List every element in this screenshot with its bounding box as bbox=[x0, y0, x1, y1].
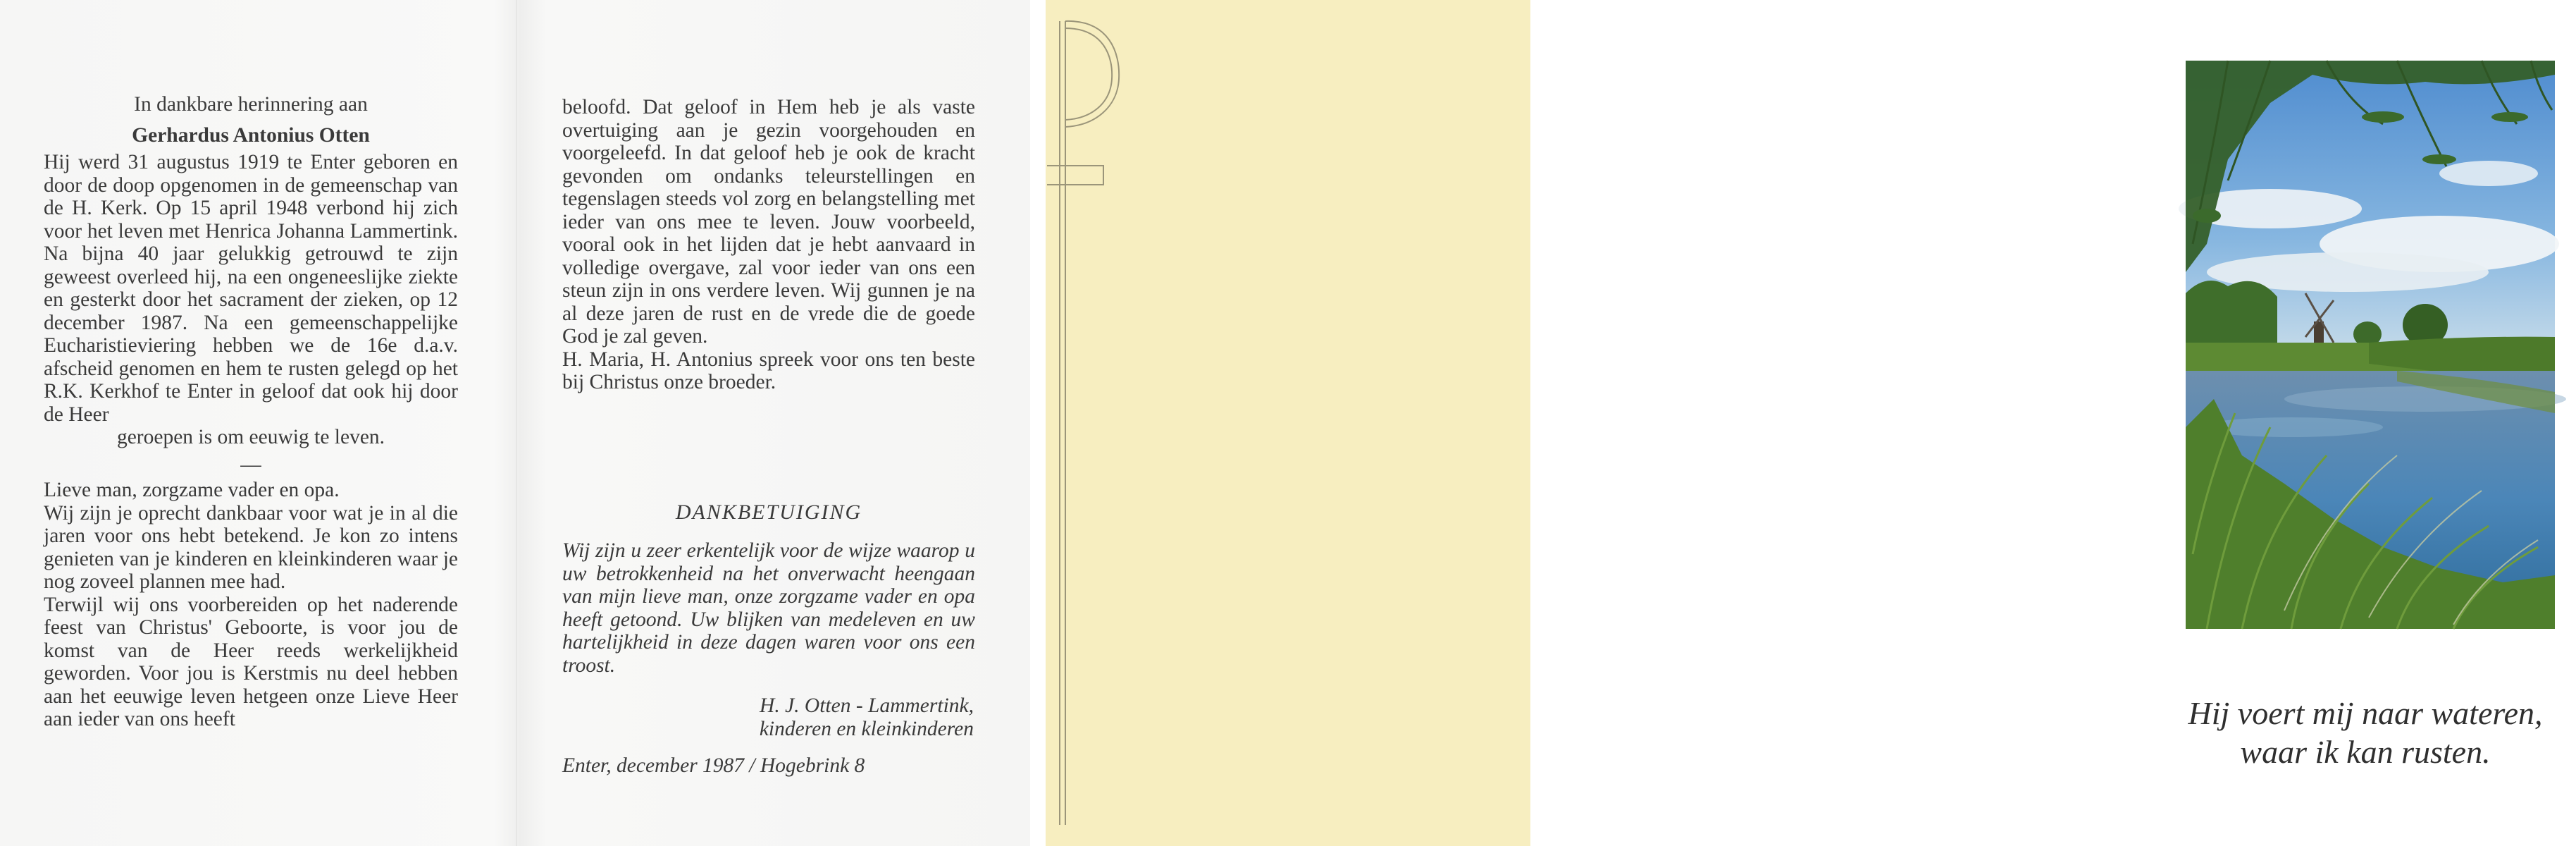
card-gap bbox=[1030, 0, 1046, 846]
gratitude-paragraph: Wij zijn je oprecht dankbaar voor wat je in al die jaren voor ons hebt betekend. Je kon zo intens genieten van je kinderen en kleinkinderen waar je nog zoveel plannen mee had. bbox=[44, 501, 458, 593]
deceased-name: Gerhardus Antonius Otten bbox=[132, 123, 370, 147]
verse-line-1: Hij voert mij naar wateren, bbox=[2188, 695, 2543, 731]
memorial-heading: In dankbare herinnering aan bbox=[134, 93, 368, 116]
prayer-text: H. Maria, H. Antonius spreek voor ons ten beste bij Christus onze broeder. bbox=[562, 348, 975, 393]
memorial-card-front bbox=[1046, 0, 2543, 846]
biography-closing-line: geroepen is om eeuwig te leven. bbox=[116, 426, 385, 448]
thanks-text: Wij zijn u zeer erkentelijk voor de wijze waarop u uw betrokkenheid na het onverwacht heengaan van mijn lieve man, onze zorgzame vader en opa heeft getoond. Uw blijken van medeleven en uw hartelijkheid in deze dagen waren voor ons een troost. bbox=[562, 539, 975, 677]
signer-line-2: kinderen en kleinkinderen bbox=[759, 717, 974, 740]
right-column bbox=[562, 96, 975, 394]
fold-line bbox=[516, 0, 517, 846]
left-column bbox=[44, 93, 458, 731]
place-date-line: Enter, december 1987 / Hogebrink 8 bbox=[562, 754, 865, 777]
memorial-card-inside bbox=[0, 0, 1030, 846]
address-line: Lieve man, zorgzame vader en opa. bbox=[44, 479, 340, 501]
christmas-paragraph: Terwijl wij ons voorbereiden op het naderende feest van Christus' Geboorte, is voor jou de komst van de Heer reeds werkelijkheid geworden. Voor jou is Kerstmis nu deel hebben aan het eeuwige leven hetgeen onze Lieve Heer aan ieder van ons heeft bbox=[44, 593, 458, 730]
windmill-river-scene bbox=[2186, 61, 2555, 629]
thanks-title: DANKBETUIGING bbox=[675, 501, 862, 524]
bible-verse bbox=[2155, 694, 2576, 771]
signers bbox=[562, 694, 974, 740]
chi-rho-icon bbox=[1046, 0, 1130, 846]
verse-line-2: waar ik kan rusten. bbox=[2240, 734, 2491, 770]
signer-line-1: H. J. Otten - Lammertink, bbox=[760, 694, 974, 717]
biography-text: Hij werd 31 augustus 1919 te Enter geboren en door de doop opgenomen in de gemeenschap van de H. Kerk. Op 15 april 1948 verbond hij zich voor het leven met Henrica Johanna Lammertink. Na bijna 40 jaar gelukkig getrouwd te zijn geweest overleed hij, na een ongeneeslijke ziekte en gesterkt door het sacrament der zieken, op 12 december 1987. Na een gemeenschappelijke Eucharistieviering hebben we de 16e d.a.v. afscheid genomen en hem te rusten gelegd op het R.K. Kerkhof te Enter in geloof dat ook hij door de Heer bbox=[44, 151, 458, 426]
landscape-photo bbox=[2186, 61, 2555, 629]
faith-paragraph: beloofd. Dat geloof in Hem heb je als vaste overtuiging aan je gezin voorgehouden en voorgeleefd. In dat geloof heb je ook de kracht gevonden om ondanks teleurstellingen en tegenslagen steeds vol zorg en belangstelling met ieder van ons mee te leven. Jouw voorbeeld, vooral ook in het lijden dat je hebt aanvaard in volledige overgave, zal voor ieder van ons een steun zijn in ons verdere leven. Wij gunnen je na al deze jaren de rust en de vrede die de goede God je zal geven. bbox=[562, 96, 975, 348]
separator-dash: — bbox=[240, 453, 261, 476]
